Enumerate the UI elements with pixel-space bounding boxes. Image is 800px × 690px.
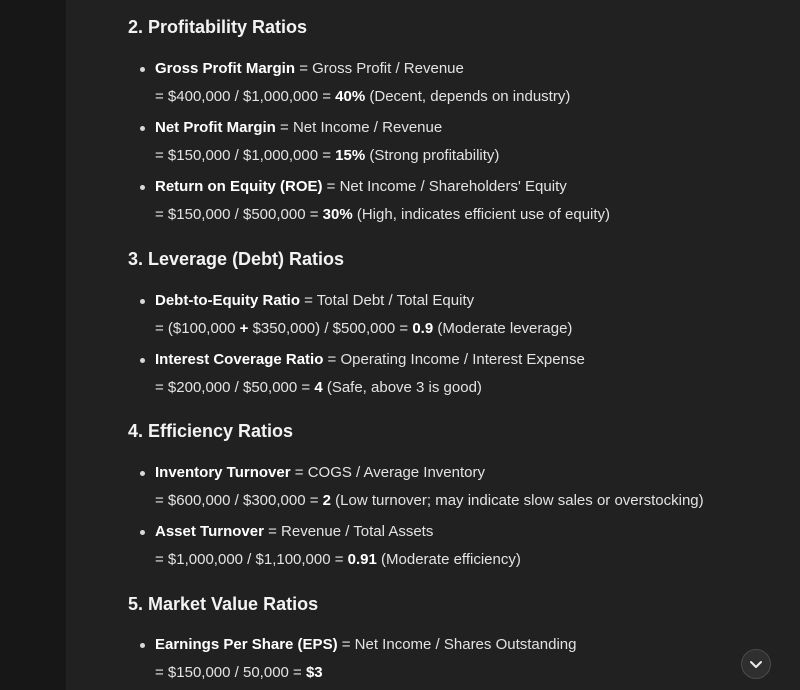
bullet-icon	[140, 299, 145, 304]
list-item	[128, 287, 585, 343]
ratio-result: 15%	[335, 147, 366, 164]
ratio-calculation: = ($100,000	[155, 320, 240, 337]
section-heading-market-value: 5. Market Value Ratios	[128, 594, 319, 614]
ratio-result: 0.9	[412, 320, 434, 337]
list-item	[128, 55, 610, 111]
ratio-calculation: = $200,000 / $50,000 =	[155, 379, 315, 396]
ratio-note: (Low turnover; may indicate slow sales or overstocking)	[331, 492, 704, 509]
section-heading-leverage: 3. Leverage (Debt) Ratios	[128, 249, 345, 269]
ratio-name: Net Profit Margin	[155, 119, 276, 136]
ratio-formula: = Total Debt / Total Equity	[299, 292, 475, 309]
ratio-name: Gross Profit Margin	[155, 60, 296, 77]
bullet-icon	[140, 126, 145, 131]
bullet-icon	[140, 471, 145, 476]
ratio-name: Debt-to-Equity Ratio	[155, 292, 300, 309]
bullet-icon	[140, 185, 145, 190]
section-heading-efficiency: 4. Efficiency Ratios	[128, 421, 294, 441]
bullet-icon	[140, 358, 145, 363]
scroll-to-bottom-button[interactable]	[741, 649, 771, 679]
ratio-note: (Safe, above 3 is good)	[322, 379, 482, 396]
ratio-result: 0.91	[347, 551, 377, 568]
ratio-formula: = Net Income / Shareholders' Equity	[322, 178, 567, 195]
ratio-name: Inventory Turnover	[155, 464, 291, 481]
ratio-result: 4	[314, 379, 323, 396]
ratio-calculation: = $150,000 / $1,000,000 =	[155, 147, 336, 164]
ratio-calculation: = $400,000 / $1,000,000 =	[155, 88, 336, 105]
ratio-calculation: = $1,000,000 / $1,100,000 =	[155, 551, 348, 568]
ratio-formula: = Net Income / Revenue	[275, 119, 443, 136]
profitability-list	[128, 55, 610, 229]
ratio-name: Earnings Per Share (EPS)	[155, 636, 338, 653]
ratio-calculation-rest: $350,000) / $500,000 =	[248, 320, 413, 337]
chevron-down-icon	[749, 657, 763, 671]
leverage-list	[128, 287, 585, 402]
ratio-formula: = Gross Profit / Revenue	[295, 60, 464, 77]
ratio-calculation: = $600,000 / $300,000 =	[155, 492, 323, 509]
sidebar-rail	[0, 0, 66, 690]
section-heading-profitability: 2. Profitability Ratios	[128, 17, 308, 37]
bullet-icon	[140, 67, 145, 72]
ratio-result: 30%	[322, 206, 353, 223]
ratio-note: (Strong profitability)	[365, 147, 500, 164]
ratio-note: (High, indicates efficient use of equity)	[352, 206, 611, 223]
ratio-formula: = COGS / Average Inventory	[290, 464, 486, 481]
ratio-result: 40%	[335, 88, 366, 105]
list-item	[128, 518, 704, 574]
ratio-formula: = Net Income / Shares Outstanding	[337, 636, 577, 653]
ratio-result: 2	[322, 492, 331, 509]
list-item	[128, 173, 610, 229]
ratio-note: (Decent, depends on industry)	[365, 88, 571, 105]
list-item	[128, 114, 610, 170]
list-item	[128, 631, 576, 687]
ratio-note: (Moderate efficiency)	[376, 551, 521, 568]
plus-sign: +	[239, 320, 249, 337]
bullet-icon	[140, 643, 145, 648]
ratio-name: Asset Turnover	[155, 523, 264, 540]
ratio-result: $3	[305, 664, 323, 681]
list-item	[128, 459, 704, 515]
ratio-name: Interest Coverage Ratio	[155, 351, 324, 368]
ratio-calculation: = $150,000 / 50,000 =	[155, 664, 306, 681]
market-value-list	[128, 631, 576, 687]
ratio-calculation: = $150,000 / $500,000 =	[155, 206, 323, 223]
ratio-name: Return on Equity (ROE)	[155, 178, 323, 195]
ratio-formula: = Operating Income / Interest Expense	[323, 351, 585, 368]
ratio-note: (Moderate leverage)	[433, 320, 573, 337]
list-item	[128, 346, 585, 402]
ratio-formula: = Revenue / Total Assets	[263, 523, 434, 540]
bullet-icon	[140, 530, 145, 535]
efficiency-list	[128, 459, 704, 574]
